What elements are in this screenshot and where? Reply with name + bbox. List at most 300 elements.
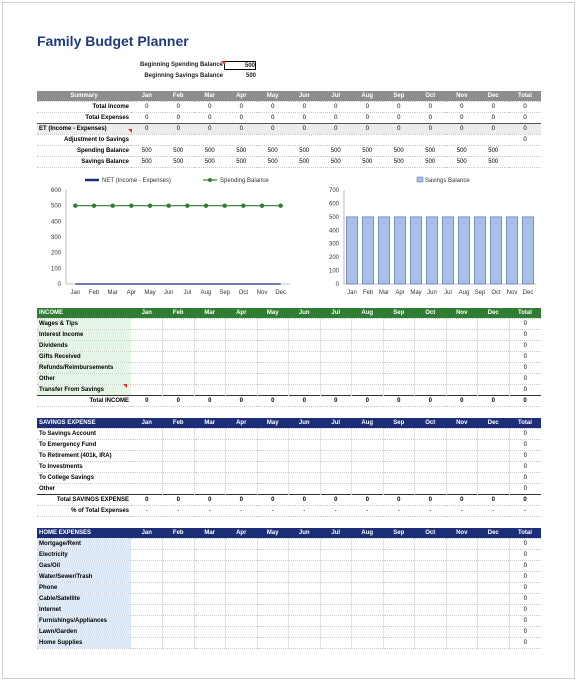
line-item-input[interactable] [415,385,447,396]
line-item-input[interactable] [320,341,352,352]
line-item-input[interactable] [226,385,258,396]
line-item-input[interactable] [226,539,258,550]
line-item-input[interactable] [289,451,321,462]
line-item-input[interactable] [194,462,226,473]
line-item-input[interactable] [383,638,415,649]
line-item-input[interactable] [289,572,321,583]
line-item-input[interactable] [194,572,226,583]
line-item-input[interactable] [383,352,415,363]
line-item-input[interactable] [131,440,163,451]
line-item-input[interactable] [478,363,510,374]
line-item-input[interactable] [320,572,352,583]
line-item-input[interactable] [289,539,321,550]
line-item-input[interactable] [226,352,258,363]
line-item-input[interactable] [163,561,195,572]
line-item-input[interactable] [383,429,415,440]
line-item-input[interactable] [131,616,163,627]
line-item-input[interactable] [257,374,289,385]
line-item-input[interactable] [446,583,478,594]
line-item-input[interactable] [257,616,289,627]
line-item-input[interactable] [415,583,447,594]
line-item-input[interactable] [383,440,415,451]
line-item-input[interactable] [446,605,478,616]
line-item-input[interactable] [415,374,447,385]
line-item-input[interactable] [383,561,415,572]
line-item-input[interactable] [226,638,258,649]
line-item-input[interactable] [478,385,510,396]
line-item-input[interactable] [194,374,226,385]
line-item-input[interactable] [352,572,384,583]
line-item-input[interactable] [289,473,321,484]
line-item-input[interactable] [226,616,258,627]
line-item-input[interactable] [194,616,226,627]
line-item-input[interactable] [383,385,415,396]
line-item-input[interactable] [257,484,289,495]
line-item-input[interactable] [478,374,510,385]
line-item-input[interactable] [289,429,321,440]
line-item-input[interactable] [446,319,478,330]
line-item-input[interactable] [194,319,226,330]
line-item-input[interactable] [415,594,447,605]
line-item-input[interactable] [383,572,415,583]
summary-cell[interactable] [446,135,478,146]
line-item-input[interactable] [257,462,289,473]
line-item-input[interactable] [289,440,321,451]
line-item-input[interactable] [289,462,321,473]
line-item-input[interactable] [415,341,447,352]
line-item-input[interactable] [194,363,226,374]
line-item-input[interactable] [415,605,447,616]
line-item-input[interactable] [194,638,226,649]
line-item-input[interactable] [478,594,510,605]
data-point [278,203,282,207]
line-item-input[interactable] [289,363,321,374]
line-item-input[interactable] [352,484,384,495]
line-item-input[interactable] [478,440,510,451]
line-item-input[interactable] [320,429,352,440]
line-item-input[interactable] [352,561,384,572]
line-item-input[interactable] [383,605,415,616]
line-item-input[interactable] [415,352,447,363]
line-item-input[interactable] [320,363,352,374]
line-item-input[interactable] [131,572,163,583]
line-item-input[interactable] [415,363,447,374]
line-item-input[interactable] [131,627,163,638]
line-item-input[interactable] [257,429,289,440]
line-item-input[interactable] [163,627,195,638]
line-item-input[interactable] [131,561,163,572]
line-item-input[interactable] [163,374,195,385]
line-item-input[interactable] [383,473,415,484]
summary-row [37,157,541,168]
beginning-spending-input[interactable]: 500 [224,61,256,70]
line-item-input[interactable] [478,605,510,616]
line-item-input[interactable] [289,484,321,495]
line-item-input[interactable] [415,550,447,561]
line-item-input[interactable] [226,572,258,583]
line-item-input[interactable] [289,583,321,594]
line-item-input[interactable] [163,605,195,616]
line-item-input[interactable] [383,374,415,385]
line-item-input[interactable] [352,429,384,440]
line-item-input[interactable] [383,341,415,352]
line-item-input[interactable] [352,352,384,363]
line-item-input[interactable] [352,594,384,605]
line-item-input[interactable] [131,484,163,495]
line-item-input[interactable] [320,451,352,462]
line-item-input[interactable] [415,638,447,649]
line-item-input[interactable] [289,561,321,572]
line-item-input[interactable] [446,594,478,605]
line-item-input[interactable] [320,473,352,484]
line-item-input[interactable] [478,352,510,363]
summary-cell[interactable] [352,135,384,146]
line-item-input[interactable] [194,605,226,616]
line-item-input[interactable] [194,594,226,605]
line-item-input[interactable] [383,451,415,462]
line-item-input[interactable] [446,473,478,484]
line-item-input[interactable] [194,352,226,363]
line-item-input[interactable] [383,594,415,605]
line-item-input[interactable] [257,473,289,484]
comment-indicator-icon[interactable] [123,384,127,388]
line-item-input[interactable] [131,473,163,484]
line-item-input[interactable] [383,363,415,374]
line-item-input[interactable] [257,561,289,572]
line-item-input[interactable] [415,616,447,627]
line-item-input[interactable] [383,583,415,594]
line-item-input[interactable] [163,429,195,440]
line-item-input[interactable] [163,473,195,484]
line-item-input[interactable] [289,627,321,638]
summary-row-label: Savings Balance [37,157,131,168]
line-item-input[interactable] [320,440,352,451]
line-item-input[interactable] [289,605,321,616]
line-item-input[interactable] [352,341,384,352]
line-item-input[interactable] [478,451,510,462]
line-item-input[interactable] [352,638,384,649]
line-item-input[interactable] [352,550,384,561]
line-item-input[interactable] [320,385,352,396]
line-item-input[interactable] [478,572,510,583]
line-item-input[interactable] [194,330,226,341]
line-item-input[interactable] [415,627,447,638]
line-item-input[interactable] [257,352,289,363]
line-item-input[interactable] [446,638,478,649]
line-item-input[interactable] [289,638,321,649]
line-item-input[interactable] [446,572,478,583]
summary-cell[interactable] [226,135,258,146]
line-item-input[interactable] [352,539,384,550]
line-item-input[interactable] [226,440,258,451]
line-item-input[interactable] [352,330,384,341]
line-item-input[interactable] [446,341,478,352]
line-item-input[interactable] [320,462,352,473]
line-item-input[interactable] [478,539,510,550]
line-item-input[interactable] [226,473,258,484]
line-item-input[interactable] [415,572,447,583]
line-item-input[interactable] [446,429,478,440]
line-item-input[interactable] [320,638,352,649]
line-item-input[interactable] [383,539,415,550]
line-item-input[interactable] [163,462,195,473]
line-item-input[interactable] [131,363,163,374]
line-item-input[interactable] [131,429,163,440]
line-item-input[interactable] [163,319,195,330]
line-item-input[interactable] [383,550,415,561]
line-item-input[interactable] [415,440,447,451]
line-item-input[interactable] [352,605,384,616]
summary-cell[interactable] [194,135,226,146]
line-item-input[interactable] [194,473,226,484]
line-item-input[interactable] [446,627,478,638]
line-item-input[interactable] [289,550,321,561]
line-item-input[interactable] [478,341,510,352]
line-item-input[interactable] [415,484,447,495]
line-item-input[interactable] [226,594,258,605]
line-item-input[interactable] [226,605,258,616]
line-item-input[interactable] [478,319,510,330]
line-item-input[interactable] [289,319,321,330]
line-item-input[interactable] [352,440,384,451]
line-item-input[interactable] [131,352,163,363]
line-item-input[interactable] [163,616,195,627]
section-header-row [37,418,541,429]
line-item-input[interactable] [131,319,163,330]
line-item-input[interactable] [257,550,289,561]
line-item-input[interactable] [226,374,258,385]
line-item-input[interactable] [446,363,478,374]
line-item-input[interactable] [446,451,478,462]
line-item-input[interactable] [352,462,384,473]
line-item-input[interactable] [446,352,478,363]
line-item-input[interactable] [478,484,510,495]
line-item-input[interactable] [131,341,163,352]
line-item-input[interactable] [163,484,195,495]
line-item-input[interactable] [320,484,352,495]
line-item-input[interactable] [257,594,289,605]
line-item-input[interactable] [320,627,352,638]
line-item-input[interactable] [446,462,478,473]
line-item-input[interactable] [131,638,163,649]
line-item-input[interactable] [131,594,163,605]
line-item-input[interactable] [226,451,258,462]
line-item-input[interactable] [446,561,478,572]
line-item-input[interactable] [226,561,258,572]
line-item-input[interactable] [383,319,415,330]
line-item-input[interactable] [478,462,510,473]
line-item-input[interactable] [320,374,352,385]
summary-cell[interactable] [383,135,415,146]
line-item-label: Refunds/Reimbursements [37,363,131,374]
summary-cell[interactable] [289,135,321,146]
line-item-input[interactable] [415,319,447,330]
line-item-input[interactable] [478,550,510,561]
summary-cell[interactable] [415,135,447,146]
line-item-input[interactable] [415,462,447,473]
line-item-input[interactable] [257,638,289,649]
line-item-input[interactable] [352,627,384,638]
line-item-input[interactable] [226,363,258,374]
summary-cell[interactable] [131,135,163,146]
line-item-input[interactable] [415,539,447,550]
line-item-input[interactable] [289,352,321,363]
line-item-input[interactable] [289,330,321,341]
line-item-input[interactable] [131,605,163,616]
line-item-label: To College Savings [37,473,131,484]
line-item-input[interactable] [478,616,510,627]
line-item-input[interactable] [257,330,289,341]
line-item-input[interactable] [415,429,447,440]
line-item-input[interactable] [320,352,352,363]
line-item-input[interactable] [478,561,510,572]
line-item-input[interactable] [320,583,352,594]
line-item-input[interactable] [163,385,195,396]
line-item-input[interactable] [352,363,384,374]
line-item-input[interactable] [352,385,384,396]
line-item-input[interactable] [320,539,352,550]
line-item-input[interactable] [194,341,226,352]
line-item-input[interactable] [257,539,289,550]
line-item-input[interactable] [352,616,384,627]
line-item-input[interactable] [478,473,510,484]
line-item-input[interactable] [320,330,352,341]
line-item-input[interactable] [415,451,447,462]
line-item-input[interactable] [383,330,415,341]
line-item-input[interactable] [131,539,163,550]
line-item-input[interactable] [226,319,258,330]
line-item-input[interactable] [163,341,195,352]
line-item-input[interactable] [257,572,289,583]
line-item-input[interactable] [352,319,384,330]
line-item-input[interactable] [194,539,226,550]
line-item-input[interactable] [194,440,226,451]
line-item-input[interactable] [163,550,195,561]
line-item-input[interactable] [383,484,415,495]
line-item-input[interactable] [446,330,478,341]
line-item-input[interactable] [289,385,321,396]
line-item-input[interactable] [478,330,510,341]
line-item-input[interactable] [194,451,226,462]
line-item-input[interactable] [320,319,352,330]
line-item-input[interactable] [163,440,195,451]
summary-cell[interactable] [320,135,352,146]
line-item-input[interactable] [383,462,415,473]
line-item-input[interactable] [163,638,195,649]
line-item-input[interactable] [163,539,195,550]
line-item-input[interactable] [163,583,195,594]
line-item-input[interactable] [320,561,352,572]
line-item-input[interactable] [163,352,195,363]
line-item-input[interactable] [131,550,163,561]
line-item-input[interactable] [352,473,384,484]
line-item-input[interactable] [383,627,415,638]
line-item-input[interactable] [226,462,258,473]
line-item-input[interactable] [226,550,258,561]
line-item-input[interactable] [194,385,226,396]
line-item-input[interactable] [257,385,289,396]
line-item-input[interactable] [478,583,510,594]
line-item-input[interactable] [131,583,163,594]
line-item-row [37,616,541,627]
line-item-input[interactable] [257,363,289,374]
line-item-input[interactable] [194,429,226,440]
line-item-input[interactable] [194,583,226,594]
line-item-input[interactable] [352,583,384,594]
line-item-input[interactable] [163,330,195,341]
line-item-input[interactable] [163,572,195,583]
line-item-input[interactable] [478,638,510,649]
line-item-input[interactable] [226,484,258,495]
line-item-input[interactable] [131,462,163,473]
line-item-input[interactable] [194,484,226,495]
comment-indicator-icon[interactable] [221,61,225,65]
line-item-input[interactable] [446,550,478,561]
line-item-input[interactable] [257,341,289,352]
summary-cell[interactable] [478,135,510,146]
line-item-input[interactable] [446,385,478,396]
line-item-input[interactable] [226,429,258,440]
line-item-input[interactable] [320,594,352,605]
line-item-input[interactable] [446,616,478,627]
line-item-input[interactable] [194,561,226,572]
data-point [241,203,245,207]
summary-cell[interactable] [257,135,289,146]
line-item-input[interactable] [446,484,478,495]
line-item-input[interactable] [257,627,289,638]
line-item-input[interactable] [257,583,289,594]
summary-cell[interactable] [163,135,195,146]
line-item-input[interactable] [194,627,226,638]
line-item-input[interactable] [478,429,510,440]
line-item-input[interactable] [446,374,478,385]
line-item-input[interactable] [226,627,258,638]
line-item-input[interactable] [226,341,258,352]
line-item-input[interactable] [131,330,163,341]
line-item-input[interactable] [163,363,195,374]
line-item-input[interactable] [352,451,384,462]
comment-indicator-icon[interactable] [128,129,132,133]
line-item-input[interactable] [415,473,447,484]
line-item-input[interactable] [194,550,226,561]
line-item-input[interactable] [131,451,163,462]
line-item-input[interactable] [415,561,447,572]
line-item-input[interactable] [131,374,163,385]
line-item-input[interactable] [163,594,195,605]
line-item-input[interactable] [226,583,258,594]
line-item-input[interactable] [446,440,478,451]
line-item-input[interactable] [352,374,384,385]
line-item-input[interactable] [257,451,289,462]
line-item-input[interactable] [257,319,289,330]
line-item-input[interactable] [478,627,510,638]
line-item-input[interactable] [320,605,352,616]
line-item-input[interactable] [257,440,289,451]
line-item-input[interactable] [289,341,321,352]
line-item-input[interactable] [415,330,447,341]
line-item-input[interactable] [163,451,195,462]
line-item-input[interactable] [446,539,478,550]
line-item-input[interactable] [289,594,321,605]
line-item-input[interactable] [289,616,321,627]
line-item-input[interactable] [131,385,163,396]
line-item-input[interactable] [320,616,352,627]
line-item-input[interactable] [257,605,289,616]
line-item-input[interactable] [320,550,352,561]
line-item-input[interactable] [383,616,415,627]
line-item-input[interactable] [289,374,321,385]
line-item-input[interactable] [226,330,258,341]
